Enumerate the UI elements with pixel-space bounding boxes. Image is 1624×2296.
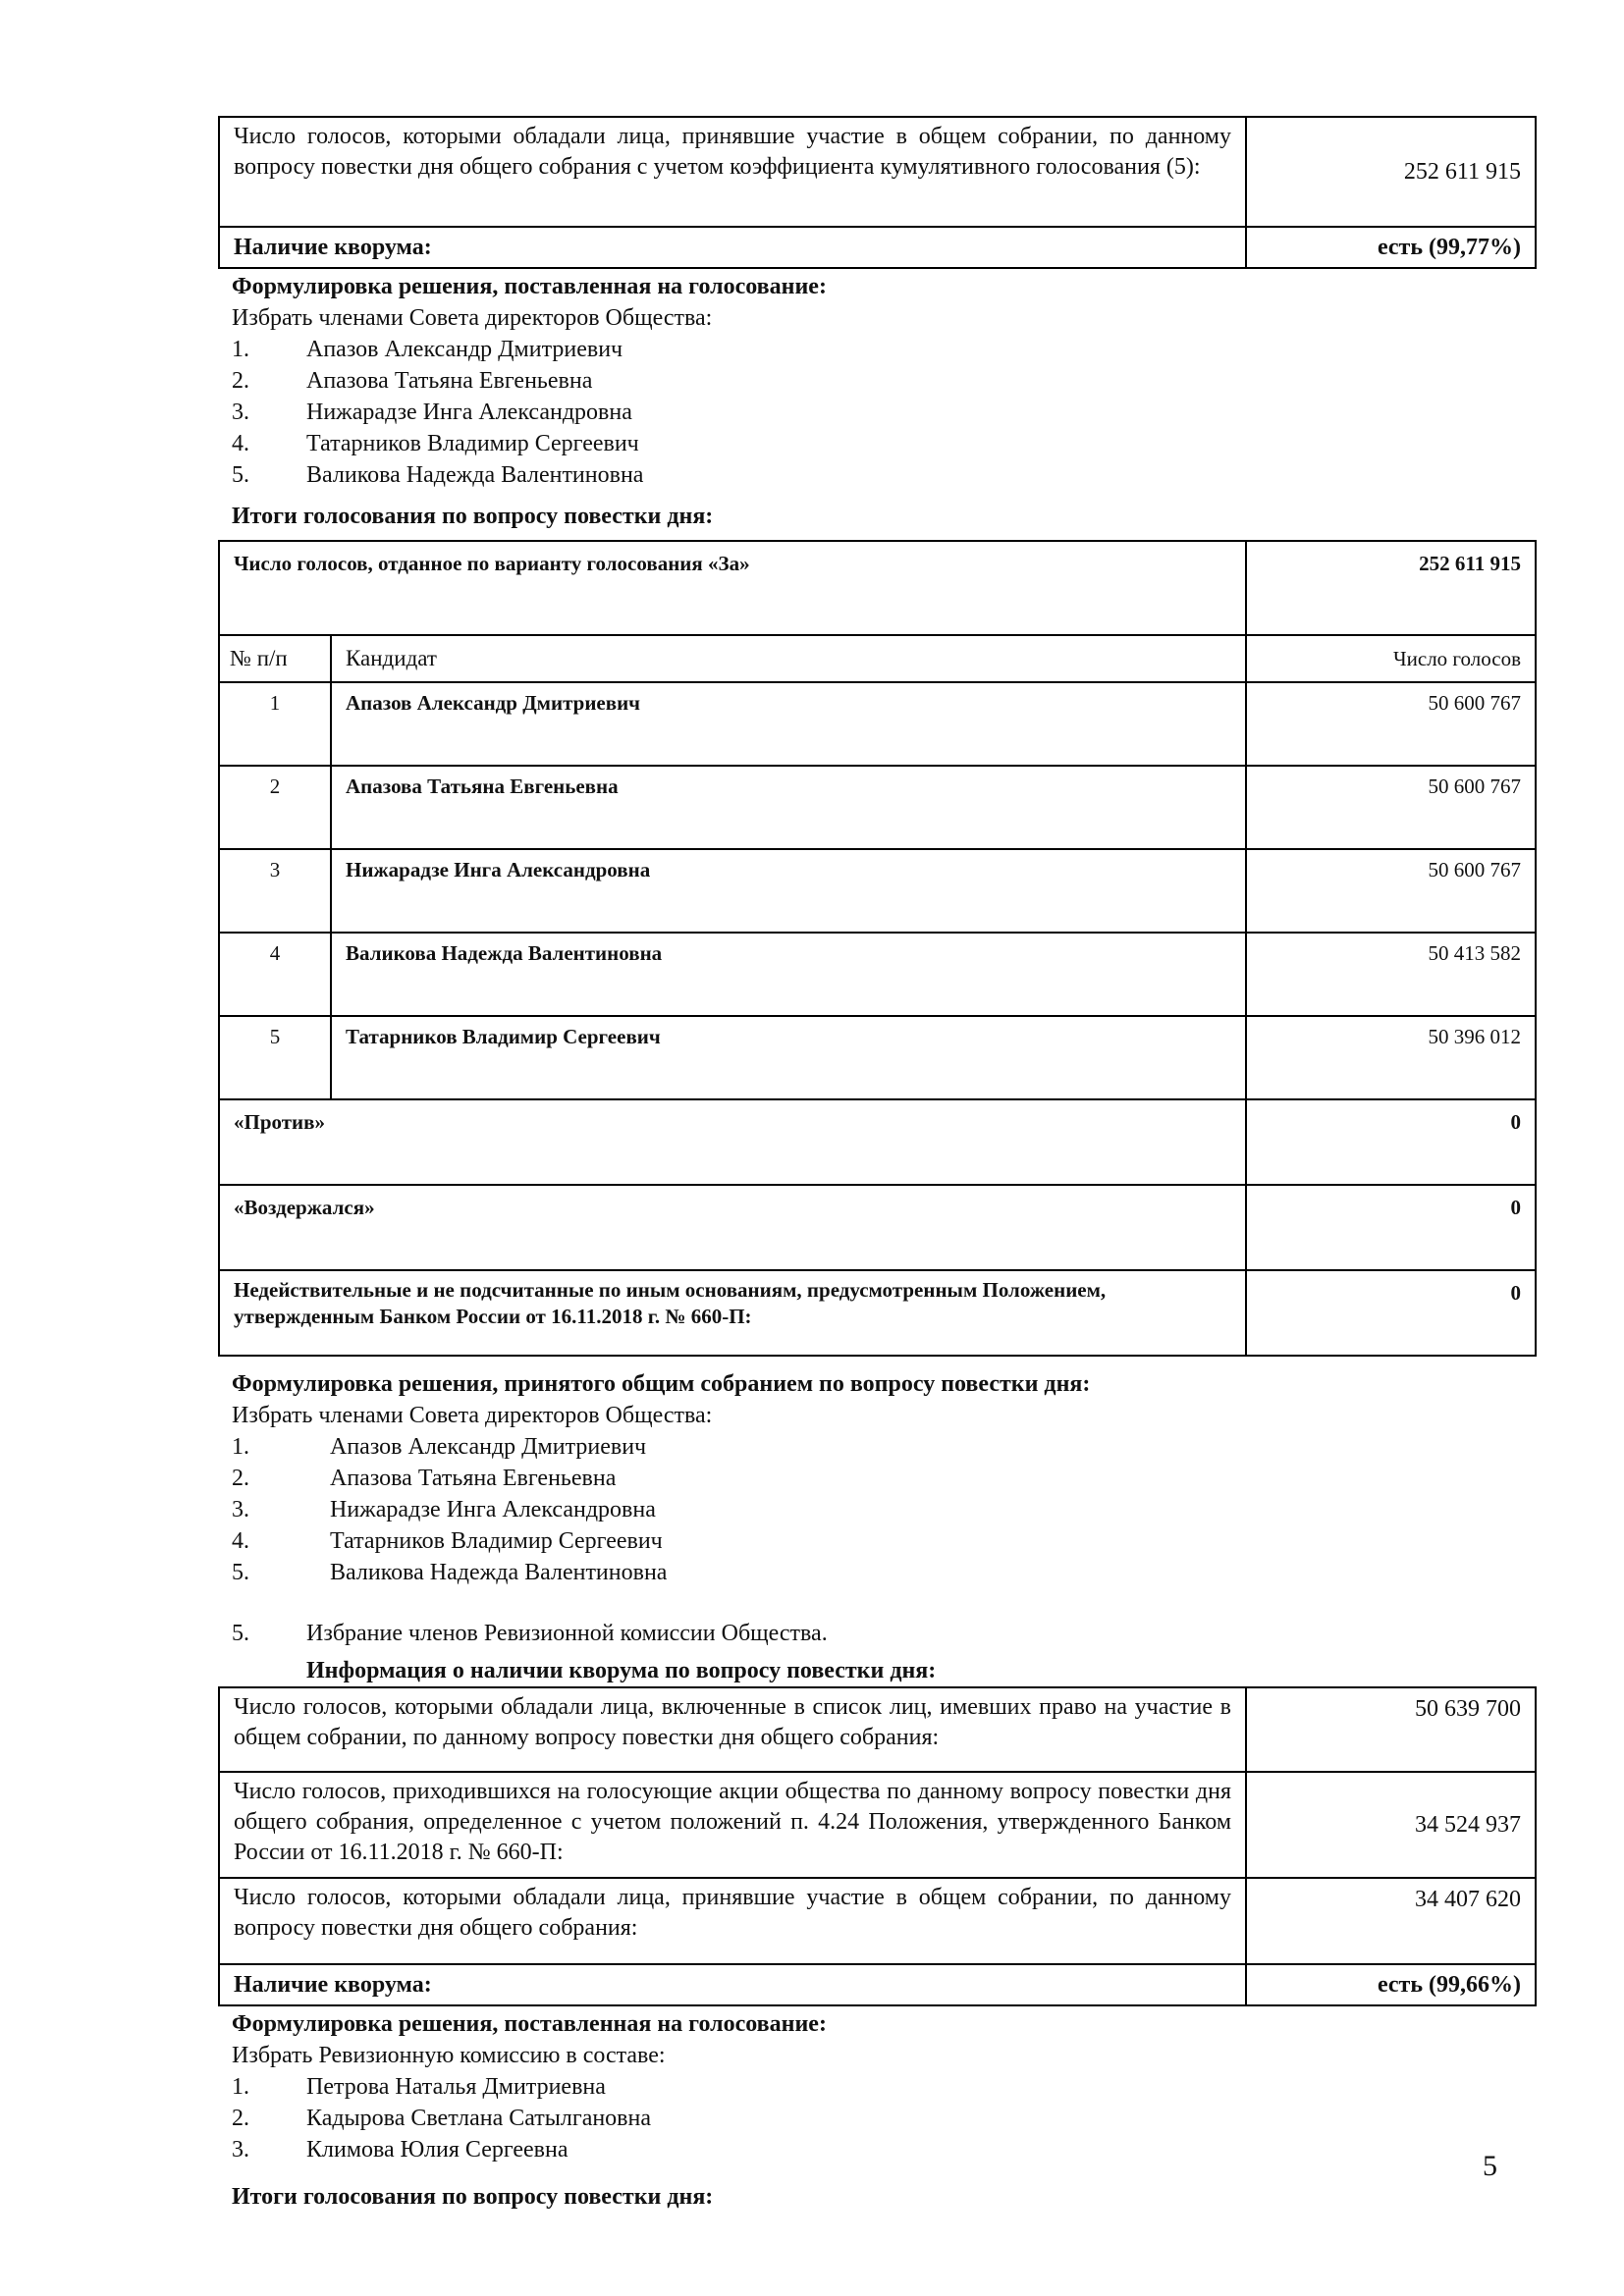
table-row	[219, 766, 1536, 849]
quorum-row-label: Число голосов, которыми обладали лица, принявшие участие в общем собрании, по данному вопросу повестки дня общего собрания:	[219, 1878, 1246, 1964]
abstain-label: «Воздержался»	[219, 1185, 1246, 1270]
proposal-2-heading: Формулировка решения, поставленная на голосование:	[232, 2011, 827, 2037]
proposal-1-heading: Формулировка решения, поставленная на голосование:	[232, 274, 827, 299]
table-row	[219, 849, 1536, 933]
abstain-value: 0	[1246, 1185, 1536, 1270]
list-item: 2. Кадырова Светлана Сатылгановна	[232, 2106, 652, 2131]
for-value: 252 611 915	[1246, 541, 1536, 635]
list-item: 5. Валикова Надежда Валентиновна	[232, 1560, 668, 1585]
candidate-name: Апазова Татьяна Евгеньевна	[331, 766, 1246, 849]
candidate-votes: 50 600 767	[1246, 849, 1536, 933]
quorum-value: есть (99,77%)	[1246, 227, 1536, 268]
candidate-num: 3	[219, 849, 331, 933]
invalid-value: 0	[1246, 1270, 1536, 1356]
quorum-row	[219, 227, 1536, 268]
proposal-1-list	[218, 334, 1537, 491]
table-row	[219, 682, 1536, 766]
table-row	[219, 933, 1536, 1016]
quorum-info-heading: Информация о наличии кворума по вопросу повестки дня:	[306, 1658, 937, 1683]
quorum-total-row	[219, 1964, 1536, 2005]
quorum-row-value: 50 639 700	[1246, 1687, 1536, 1772]
candidate-name: Валикова Надежда Валентиновна	[331, 933, 1246, 1016]
column-header-row	[219, 635, 1536, 682]
page-number: 5	[1483, 2150, 1497, 2182]
quorum-label: Наличие кворума:	[219, 227, 1246, 268]
candidate-num: 1	[219, 682, 331, 766]
table-row	[219, 1016, 1536, 1099]
proposal-2-intro: Избрать Ревизионную комиссию в составе:	[232, 2043, 666, 2068]
list-item: 3. Нижарадзе Инга Александровна	[232, 1497, 656, 1522]
against-row	[219, 1099, 1536, 1185]
participants-value: 252 611 915	[1246, 117, 1536, 227]
candidate-num: 4	[219, 933, 331, 1016]
list-item: 1. Апазов Александр Дмитриевич	[232, 1434, 647, 1460]
quorum-table	[218, 1686, 1537, 2006]
decision-1-list	[218, 1431, 1537, 1588]
participants-label: Число голосов, которыми обладали лица, принявшие участие в общем собрании, по данному вопросу повестки дня общего собрания с учетом коэффициента кумулятивного голосования (5):	[219, 117, 1246, 227]
candidate-votes: 50 600 767	[1246, 766, 1536, 849]
list-item: 1. Апазов Александр Дмитриевич	[232, 337, 623, 362]
quorum-row-label: Число голосов, приходившихся на голосующие акции общества по данному вопросу повестки дня общего собрания, определенное с учетом положений п. 4.24 Положения, утвержденного Банком России от 16.11.2018 г. № 660-П:	[219, 1772, 1246, 1878]
document-page	[218, 116, 1537, 2213]
abstain-row	[219, 1185, 1536, 1270]
for-label: Число голосов, отданное по варианту голосования «За»	[219, 541, 1246, 635]
col-candidate-header: Кандидат	[331, 635, 1246, 682]
list-item: 3. Климова Юлия Сергеевна	[232, 2137, 568, 2163]
list-item: 2. Апазова Татьяна Евгеньевна	[232, 1466, 617, 1491]
col-num-header: № п/п	[219, 635, 331, 682]
agenda-item-5: 5. Избрание членов Ревизионной комиссии Общества.	[232, 1621, 828, 1646]
against-value: 0	[1246, 1099, 1536, 1185]
results-heading-2: Итоги голосования по вопросу повестки дня:	[232, 2184, 714, 2210]
candidate-num: 2	[219, 766, 331, 849]
for-row	[219, 541, 1536, 635]
list-item: 2. Апазова Татьяна Евгеньевна	[232, 368, 593, 394]
quorum-row-3	[219, 1878, 1536, 1964]
decision-1-intro: Избрать членами Совета директоров Общества:	[232, 1403, 713, 1428]
candidate-num: 5	[219, 1016, 331, 1099]
candidate-name: Нижарадзе Инга Александровна	[331, 849, 1246, 933]
agenda-item	[218, 1618, 1537, 1649]
results-heading-1: Итоги голосования по вопросу повестки дня:	[232, 504, 714, 529]
candidate-votes: 50 413 582	[1246, 933, 1536, 1016]
decision-1-heading: Формулировка решения, принятого общим собранием по вопросу повестки дня:	[232, 1371, 1091, 1397]
col-votes-header: Число голосов	[1246, 635, 1536, 682]
candidate-votes: 50 396 012	[1246, 1016, 1536, 1099]
quorum-label: Наличие кворума:	[219, 1964, 1246, 2005]
list-item: 4. Татарников Владимир Сергеевич	[232, 431, 639, 456]
candidate-name: Татарников Владимир Сергеевич	[331, 1016, 1246, 1099]
list-item: 5. Валикова Надежда Валентиновна	[232, 462, 644, 488]
candidate-votes: 50 600 767	[1246, 682, 1536, 766]
quorum-value: есть (99,66%)	[1246, 1964, 1536, 2005]
proposal-2-list	[218, 2071, 1537, 2165]
invalid-label: Недействительные и не подсчитанные по иным основаниям, предусмотренным Положением, утвержденным Банком России от 16.11.2018 г. № 660-П:	[219, 1270, 1246, 1356]
quorum-row-value: 34 407 620	[1246, 1878, 1536, 1964]
quorum-row-1	[219, 1687, 1536, 1772]
quorum-row-label: Число голосов, которыми обладали лица, включенные в список лиц, имевших право на участие в общем собрании, по данному вопросу повестки дня общего собрания:	[219, 1687, 1246, 1772]
list-item: 1. Петрова Наталья Дмитриевна	[232, 2074, 606, 2100]
list-item: 4. Татарников Владимир Сергеевич	[232, 1528, 663, 1554]
vote-results-table	[218, 540, 1537, 1357]
invalid-row	[219, 1270, 1536, 1356]
quorum-row-2	[219, 1772, 1536, 1878]
candidate-name: Апазов Александр Дмитриевич	[331, 682, 1246, 766]
quorum-row-value: 34 524 937	[1246, 1772, 1536, 1878]
against-label: «Против»	[219, 1099, 1246, 1185]
proposal-1-intro: Избрать членами Совета директоров Общества:	[232, 305, 713, 331]
participants-row	[219, 117, 1536, 227]
top-quorum-table	[218, 116, 1537, 269]
list-item: 3. Нижарадзе Инга Александровна	[232, 400, 632, 425]
